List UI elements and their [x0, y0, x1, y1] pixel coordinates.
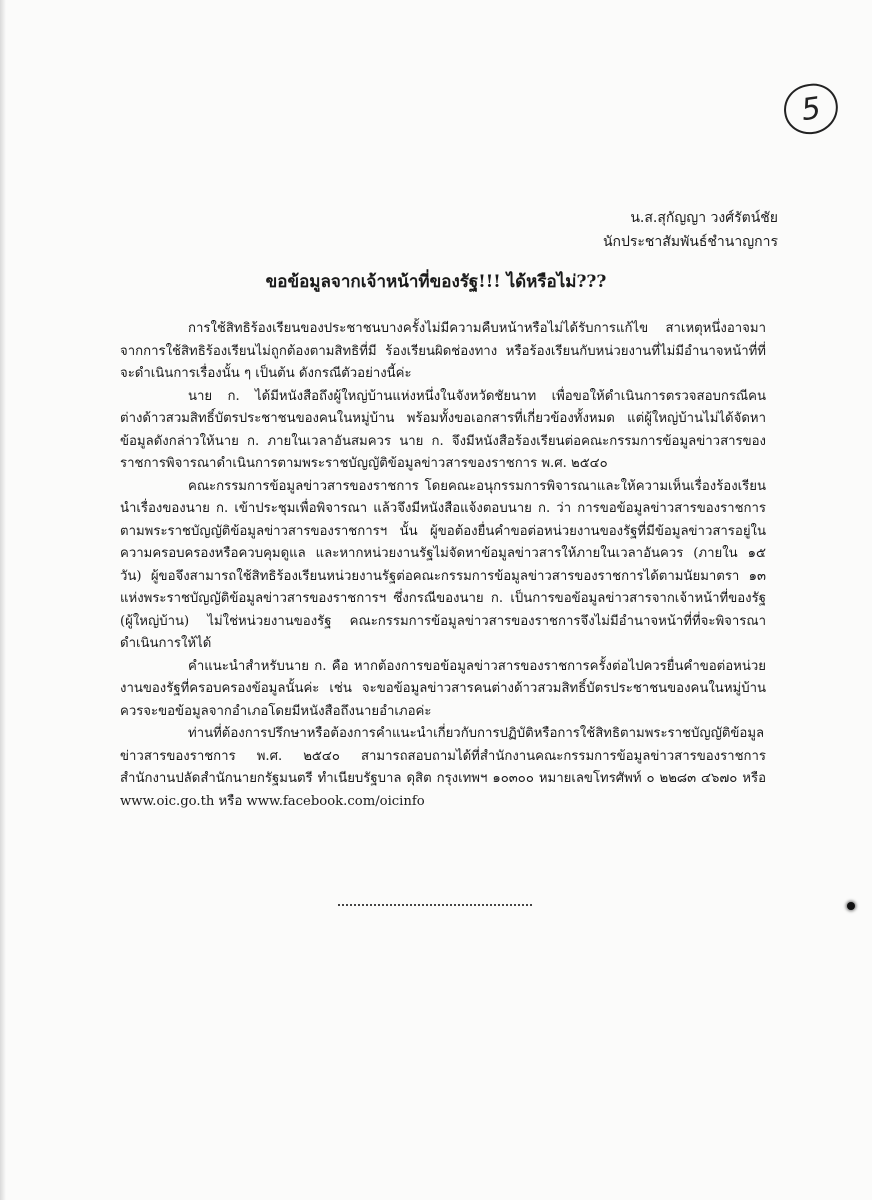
dotted-divider — [338, 904, 532, 906]
author-block — [603, 206, 778, 254]
paragraph-case: นาย ก. ได้มีหนังสือถึงผู้ใหญ่บ้านแห่งหนึ่งในจังหวัดชัยนาท เพื่อขอให้ดำเนินการตรวจสอบกรณีคนต่างด้าวสวมสิทธิ์บัตรประชาชนของคนในหมู่บ้าน พร้อมทั้งขอเอกสารที่เกี่ยวข้องทั้งหมด แต่ผู้ใหญ่บ้านไม่ได้จัดหาข้อมูลดังกล่าวให้นาย ก. ภายในเวลาอันสมควร นาย ก. จึงมีหนังสือร้องเรียนต่อคณะกรรมการข้อมูลข่าวสารของราชการพิจารณาดำเนินการตามพระราชบัญญัติข้อมูลข่าวสารของราชการ พ.ศ. ๒๕๔๐ — [120, 388, 766, 471]
handwritten-page-number — [781, 80, 841, 137]
paragraph-contact: ท่านที่ต้องการปรึกษาหรือต้องการคำแนะนำเกี่ยวกับการปฏิบัติหรือการใช้สิทธิตามพระราชบัญญัติข้อมูลข่าวสารของราชการ พ.ศ. ๒๕๔๐ สามารถสอบถามได้ที่สำนักงานคณะกรรมการข้อมูลข่าวสารของราชการ สำนักงานปลัดสำนักนายกรัฐมนตรี ทำเนียบรัฐบาล ดุสิต กรุงเทพฯ ๑๐๓๐๐ หมายเลขโทรศัพท์ ๐ ๒๒๘๓ ๔๖๗๐ หรือ www.oic.go.th หรือ www.facebook.com/oicinfo — [120, 726, 766, 809]
author-position: นักประชาสัมพันธ์ชำนาญการ — [602, 234, 778, 250]
document-body — [120, 318, 766, 813]
paragraph-intro: การใช้สิทธิร้องเรียนของประชาชนบางครั้งไม่มีความคืบหน้าหรือไม่ได้รับการแก้ไข สาเหตุหนึ่งอาจมาจากการใช้สิทธิร้องเรียนไม่ถูกต้องตามสิทธิที่มี ร้องเรียนผิดช่องทาง หรือร้องเรียนกับหน่วยงานที่ไม่มีอำนาจหน้าที่ที่จะดำเนินการเรื่องนั้น ๆ เป็นต้น ดังกรณีตัวอย่างนี้ค่ะ — [120, 321, 766, 381]
scan-ink-speck — [847, 902, 855, 910]
scan-edge-shadow — [0, 0, 6, 1200]
page-number-text: 5 — [799, 90, 823, 128]
paragraph-committee-response: คณะกรรมการข้อมูลข่าวสารของราชการ โดยคณะอนุกรรมการพิจารณาและให้ความเห็นเรื่องร้องเรียนนำเรื่องของนาย ก. เข้าประชุมเพื่อพิจารณา แล้วจึงมีหนังสือแจ้งตอบนาย ก. ว่า การขอข้อมูลข่าวสารของราชการตามพระราชบัญญัติข้อมูลข่าวสารของราชการฯ นั้น ผู้ขอต้องยื่นคำขอต่อหน่วยงานของรัฐที่มีข้อมูลข่าวสารอยู่ในความครอบครองหรือควบคุมดูแล และหากหน่วยงานรัฐไม่จัดหาข้อมูลข่าวสารให้ภายในเวลาอันควร (ภายใน ๑๕ วัน) ผู้ขอจึงสามารถใช้สิทธิร้องเรียนหน่วยงานรัฐต่อคณะกรรมการข้อมูลข่าวสารของราชการได้ตามนัยมาตรา ๑๓ แห่งพระราชบัญญัติข้อมูลข่าวสารของราชการฯ ซึ่งกรณีของนาย ก. เป็นการขอข้อมูลข่าวสารจากเจ้าหน้าที่ของรัฐ (ผู้ใหญ่บ้าน) ไม่ใช่หน่วยงานของรัฐ คณะกรรมการข้อมูลข่าวสารของราชการจึงไม่มีอำนาจหน้าที่ที่จะพิจารณาดำเนินการให้ได้ — [120, 478, 766, 651]
paragraph-advice: คำแนะนำสำหรับนาย ก. คือ หากต้องการขอข้อมูลข่าวสารของราชการครั้งต่อไปควรยื่นคำขอต่อหน่วยงานของรัฐที่ครอบครองข้อมูลนั้นค่ะ เช่น จะขอข้อมูลข่าวสารคนต่างด้าวสวมสิทธิ์บัตรประชาชนของคนในหมู่บ้านควรจะขอข้อมูลจากอำเภอโดยมีหนังสือถึงนายอำเภอค่ะ — [120, 658, 766, 719]
author-name: น.ส.สุกัญญา วงศ์รัตน์ชัย — [630, 210, 778, 226]
document-title: ขอข้อมูลจากเจ้าหน้าที่ของรัฐ!!! ได้หรือไม่??? — [265, 272, 607, 292]
